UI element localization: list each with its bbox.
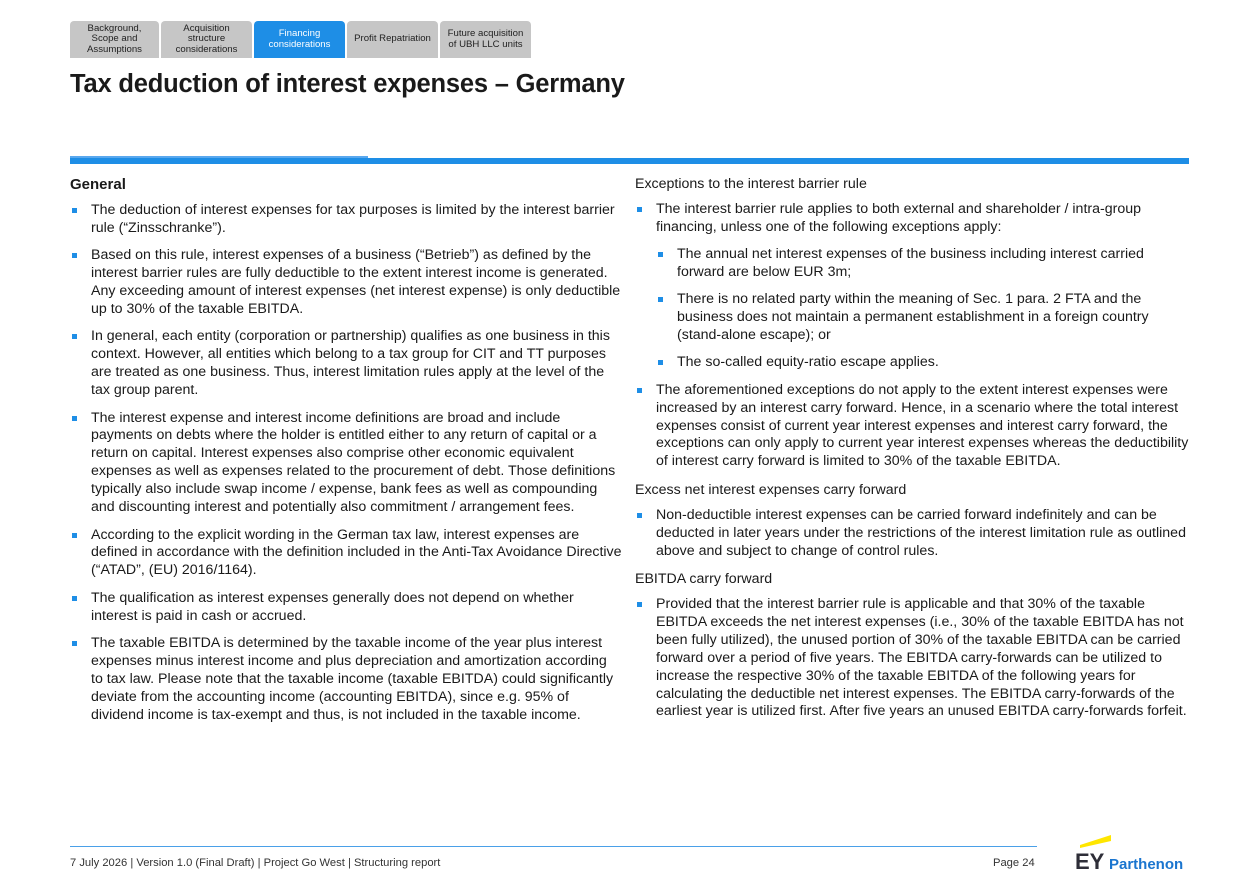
general-column — [70, 175, 622, 734]
tab-acquisition-structure[interactable] — [161, 21, 252, 58]
bullet-item: The taxable EBITDA is determined by the taxable income of the year plus interest expenses minus interest income and plus depreciation and amortization according to tax law. Please note that the taxable income (taxable EBITDA) could significantly deviate from the accounting income (accounting EBITDA), since e.g. 95% of dividend income is tax-exempt and thus, is not included in the taxable income. — [70, 635, 622, 725]
svg-text:EY: EY — [1075, 849, 1105, 873]
bullet-item: Provided that the interest barrier rule is applicable and that 30% of the taxable EBITDA exceeds the net interest expenses (i.e., 30% of the taxable EBITDA has not been fully utilized), the unused portion of 30% of the taxable EBITDA can be carried forward over a period of five years. The EBITDA carry-forwards can be utilized to increase the respective 30% of the taxable EBITDA of the following years for calculating the deductible net interest expenses. The EBITDA carry-forwards of the earliest year is utilized first. After five years an unused EBITDA carry-forwards forfeit. — [635, 596, 1190, 721]
bullet-item: Non-deductible interest expenses can be carried forward indefinitely and can be deducted in later years under the restrictions of the interest limitation rule as outlined above and subject to change of control rules. — [635, 507, 1190, 561]
bullet-item: The aforementioned exceptions do not apply to the extent interest expenses were increased by an interest carry forward. Hence, in a scenario where the total interest expenses consist of current year interest expenses and interest carry forward, the exceptions can only apply to current year interest expenses whereas the deductibility of interest carry forward is limited to 30% of the taxable EBITDA. — [635, 382, 1190, 472]
bullet-item — [635, 201, 1190, 372]
bullet-item: In general, each entity (corporation or partnership) qualifies as one business in this context. However, all entities which belong to a tax group for CIT and TT purposes are treated as one business. Thus, interest limitation rules apply at the level of the tax group parent. — [70, 328, 622, 400]
general-bullet-list — [70, 202, 622, 725]
bullet-item: The qualification as interest expenses generally does not depend on whether interest is paid in cash or accrued. — [70, 590, 622, 626]
exceptions-heading: Exceptions to the interest barrier rule — [635, 176, 867, 192]
tab-background[interactable] — [70, 21, 159, 58]
details-column — [635, 175, 1190, 731]
tab-financing-considerations[interactable] — [254, 21, 345, 58]
tab-future-acquisition[interactable] — [440, 21, 531, 58]
page-number: Page 24 — [993, 857, 1035, 869]
footer-divider — [70, 846, 1037, 847]
footer-info: 7 July 2026 | Version 1.0 (Final Draft) | Project Go West | Structuring report — [70, 857, 441, 869]
tab-label-line: Scope and — [91, 33, 138, 45]
ey-parthenon-logo — [1074, 831, 1192, 873]
sub-bullet-item: The so-called equity-ratio escape applies. — [656, 354, 1190, 372]
title-divider — [70, 158, 1189, 164]
excess-carry-forward-heading: Excess net interest expenses carry forward — [635, 481, 907, 498]
excess-bullet-list — [635, 507, 1190, 561]
tab-label-line: of UBH LLC units — [448, 38, 523, 50]
tab-label-line: Financing — [278, 28, 321, 40]
bullet-item: According to the explicit wording in the German tax law, interest expenses are defined in accordance with the definition included in the Anti-Tax Avoidance Directive (“ATAD”, (EU) 2016/1164). — [70, 527, 622, 581]
page-title: Tax deduction of interest expenses – Germany — [70, 70, 625, 98]
bullet-item: The interest expense and interest income definitions are broad and include payments on debts where the holder is entitled either to any return of capital or a return on capital. Interest expenses also comprise other economic equivalent expenses as well as expenses related to the procurement of debt. Those definitions typically also include swap income / expense, bank fees as well as compounding and discounting interest and potentially also commitment / arrangement fees. — [70, 410, 622, 517]
general-heading: General — [70, 176, 126, 193]
tab-label-line: Background, — [87, 22, 142, 34]
tab-label-line: Acquisition — [183, 22, 230, 34]
exceptions-sub-list — [656, 246, 1190, 372]
tab-label-line: Profit Repatriation — [354, 33, 431, 45]
tab-label-line: considerations — [175, 43, 238, 55]
tab-label-line: Future acquisition — [447, 28, 524, 40]
tab-label-line: considerations — [268, 38, 331, 50]
sub-bullet-item: The annual net interest expenses of the business including interest carried forward are below EUR 3m; — [656, 246, 1190, 282]
section-tabs — [70, 21, 531, 58]
ebitda-carry-forward-heading: EBITDA carry forward — [635, 571, 773, 587]
ebitda-bullet-list — [635, 596, 1190, 721]
exceptions-bullet-list — [635, 201, 1190, 471]
tab-label-line: Assumptions — [87, 43, 142, 55]
svg-text:Parthenon: Parthenon — [1109, 856, 1184, 873]
tab-label-line: structure — [187, 33, 226, 45]
bullet-item: Based on this rule, interest expenses of a business (“Betrieb”) as defined by the interest barrier rules are fully deductible to the extent interest income is generated. Any exceeding amount of interest expenses (net interest expense) is only deductible up to 30% of the taxable EBITDA. — [70, 247, 622, 319]
bullet-item: The deduction of interest expenses for tax purposes is limited by the interest barrier rule (“Zinsschranke”). — [70, 202, 622, 238]
tab-profit-repatriation[interactable] — [347, 21, 438, 58]
sub-bullet-item: There is no related party within the meaning of Sec. 1 para. 2 FTA and the business does not maintain a permanent establishment in a foreign country (stand-alone escape); or — [656, 291, 1190, 345]
bullet-text: The interest barrier rule applies to both external and shareholder / intra-group financing, unless one of the following exceptions apply: — [656, 201, 1142, 235]
